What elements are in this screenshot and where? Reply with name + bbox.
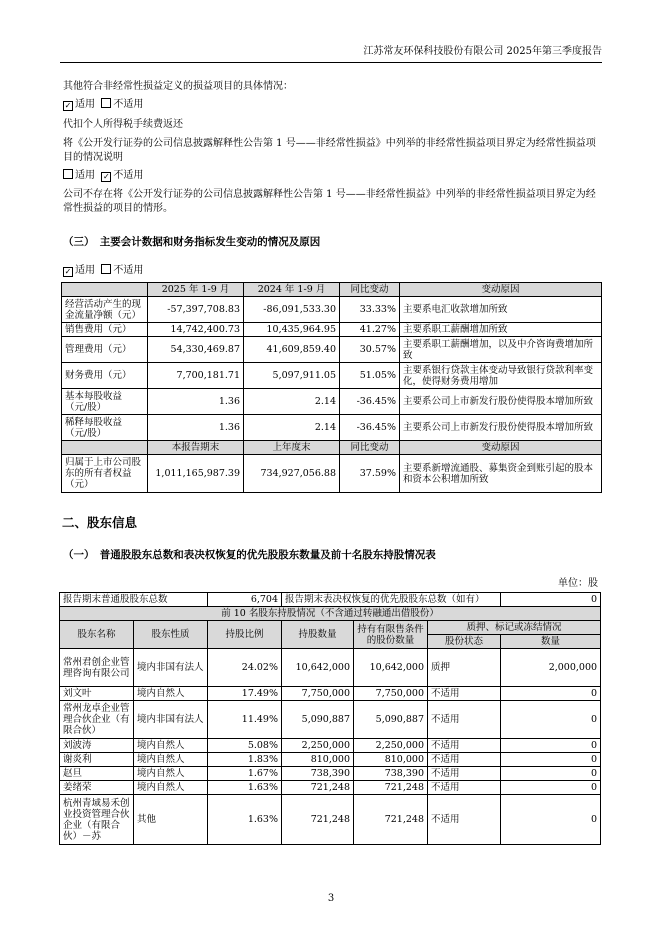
- value-cell: 734,927,056.88: [244, 455, 340, 493]
- table-row: [60, 687, 601, 701]
- holder-nature: 境内自然人: [134, 687, 208, 701]
- table-row: [62, 337, 602, 363]
- holder-qty: 738,390: [282, 767, 354, 781]
- holder-nature: 境内非国有法人: [134, 701, 208, 739]
- holder-name: 杭州青域易禾创业投资管理合伙企业（有限合伙）－苏: [60, 795, 134, 845]
- table-header-row: [60, 621, 601, 635]
- other-items-intro: 其他符合非经常性损益定义的损益项目的具体情况：: [63, 81, 293, 92]
- holder-restricted: 738,390: [354, 767, 428, 781]
- header-cell: 变动原因: [400, 283, 602, 297]
- holder-pledge-num: 0: [501, 701, 601, 739]
- holder-ratio: 1.83%: [208, 753, 282, 767]
- header-cell: 持股数量: [282, 621, 354, 649]
- holder-nature: 境内自然人: [134, 753, 208, 767]
- checked-box-icon: ✓: [64, 101, 72, 110]
- reason-cell: 主要系职工薪酬增加，以及中介咨询费增加所致: [400, 337, 602, 363]
- table-row: [60, 795, 601, 845]
- unchecked-box-icon: [101, 264, 111, 274]
- shareholders-sub-heading: （一） 普通股股东总数和表决权恢复的优先股股东数量及前十名股东持股情况表: [63, 549, 436, 561]
- value-cell: 5,097,911.05: [244, 363, 340, 389]
- holder-ratio: 24.02%: [208, 649, 282, 687]
- holder-qty: 10,642,000: [282, 649, 354, 687]
- item-cell: 经营活动产生的现金流量净额（元）: [62, 297, 148, 323]
- item-cell: 管理费用（元）: [62, 337, 148, 363]
- reason-cell: 主要系公司上市新发行股份使得股本增加所致: [400, 389, 602, 415]
- header-cell: 本报告期末: [148, 441, 244, 455]
- reason-cell: 主要系公司上市新发行股份使得股本增加所致: [400, 415, 602, 441]
- value-cell: 2.14: [244, 415, 340, 441]
- table-row: [62, 297, 602, 323]
- table-row: [60, 739, 601, 753]
- applicability-check-1: [63, 98, 603, 112]
- unit-label: 单位：股: [558, 578, 598, 589]
- reclassification-note: 将《公开发行证券的公司信息披露解释性公告第 1 号——非经常性损益》中列举的非经常性损益项目界定为经常性损益项目的情况说明: [63, 138, 596, 163]
- header-cell: 同比变动: [340, 283, 400, 297]
- holder-status: 不适用: [428, 753, 501, 767]
- shareholders-table: [59, 592, 601, 845]
- change-cell: -36.45%: [340, 415, 400, 441]
- applicable-label: 适用: [75, 170, 95, 181]
- unchecked-box-icon: [101, 98, 111, 108]
- item-cell: 销售费用（元）: [62, 323, 148, 337]
- change-cell: 41.27%: [340, 323, 400, 337]
- value-cell: 14,742,400.73: [148, 323, 244, 337]
- header-cell: 2024 年 1-9 月: [244, 283, 340, 297]
- holder-pledge-num: 0: [501, 781, 601, 795]
- not-applicable-label: 不适用: [113, 265, 144, 276]
- table-row: [62, 415, 602, 441]
- holder-ratio: 1.67%: [208, 767, 282, 781]
- page-number: 3: [327, 893, 335, 904]
- not-applicable-label: 不适用: [113, 99, 144, 110]
- table-row: [60, 767, 601, 781]
- applicable-label: 适用: [75, 265, 95, 276]
- change-cell: 33.33%: [340, 297, 400, 323]
- change-cell: 51.05%: [340, 363, 400, 389]
- header-cell: 变动原因: [400, 441, 602, 455]
- holder-qty: 721,248: [282, 781, 354, 795]
- section-shareholders-title: 二、股东信息: [62, 515, 138, 530]
- other-item-text: 代扣个人所得税手续费返还: [63, 119, 183, 130]
- holder-nature: 境内自然人: [134, 767, 208, 781]
- checked-box-icon: ✓: [64, 267, 72, 276]
- holder-qty: 5,090,887: [282, 701, 354, 739]
- reason-cell: 主要系职工薪酬增加所致: [400, 323, 602, 337]
- table-header-row: [62, 441, 602, 455]
- holder-pledge-num: 0: [501, 739, 601, 753]
- not-applicable-label: 不适用: [113, 170, 144, 181]
- holder-status: 不适用: [428, 739, 501, 753]
- holder-nature: 其他: [134, 795, 208, 845]
- reclassification-conclusion: 公司不存在将《公开发行证券的公司信息披露解释性公告第 1 号——非经常性损益》中列举的非经常性损益项目界定为经常性损益的项目的情形。: [63, 189, 596, 214]
- header-cell: 持有有限售条件的股份数量: [354, 621, 428, 649]
- page-header: [60, 44, 602, 63]
- holder-ratio: 1.63%: [208, 781, 282, 795]
- unchecked-box-icon: [63, 169, 73, 179]
- table-header-row: [62, 283, 602, 297]
- value-cell: 7,700,181.71: [148, 363, 244, 389]
- holder-nature: 境内自然人: [134, 739, 208, 753]
- checked-box-icon: ✓: [103, 172, 110, 181]
- holder-status: 质押: [428, 649, 501, 687]
- holder-name: 常州君创企业管理咨询有限公司: [60, 649, 134, 687]
- holder-name: 常州龙卓企业管理合伙企业（有限合伙）: [60, 701, 134, 739]
- table-row: [62, 455, 602, 493]
- holder-ratio: 1.63%: [208, 795, 282, 845]
- value-cell: -57,397,708.83: [148, 297, 244, 323]
- table-row: [62, 323, 602, 337]
- holder-pledge-num: 0: [501, 753, 601, 767]
- applicability-check-3: [63, 264, 603, 278]
- header-cell: 股东性质: [134, 621, 208, 649]
- holder-restricted: 5,090,887: [354, 701, 428, 739]
- holder-ratio: 11.49%: [208, 701, 282, 739]
- header-cell: 数量: [501, 635, 601, 649]
- header-cell: [62, 441, 148, 455]
- holder-status: 不适用: [428, 795, 501, 845]
- totals-row: [60, 593, 601, 607]
- holder-name: 刘文叶: [60, 687, 134, 701]
- table-row: [60, 753, 601, 767]
- holder-restricted: 2,250,000: [354, 739, 428, 753]
- holder-status: 不适用: [428, 767, 501, 781]
- change-cell: 30.57%: [340, 337, 400, 363]
- financial-changes-table: [61, 282, 602, 493]
- holder-qty: 2,250,000: [282, 739, 354, 753]
- holder-status: 不适用: [428, 701, 501, 739]
- holder-name: 赵旦: [60, 767, 134, 781]
- pref-label: 报告期末表决权恢复的优先股股东总数（如有）: [282, 593, 501, 607]
- holder-ratio: 17.49%: [208, 687, 282, 701]
- header-cell: 持股比例: [208, 621, 282, 649]
- holder-status: 不适用: [428, 781, 501, 795]
- reason-cell: 主要系银行贷款主体变动导致银行贷款利率变化，使得财务费用增加: [400, 363, 602, 389]
- holder-name: 谢炎利: [60, 753, 134, 767]
- report-title: 江苏常友环保科技股份有限公司 2025年第三季度报告: [363, 46, 602, 57]
- applicable-label: 适用: [75, 99, 95, 110]
- reason-cell: 主要系新增流通股、募集资金到账引起的股本和资本公积增加所致: [400, 455, 602, 493]
- header-cell: 股份状态: [428, 635, 501, 649]
- table-row: [62, 389, 602, 415]
- holder-restricted: 7,750,000: [354, 687, 428, 701]
- holder-status: 不适用: [428, 687, 501, 701]
- value-cell: 1.36: [148, 415, 244, 441]
- holder-ratio: 5.08%: [208, 739, 282, 753]
- change-cell: -36.45%: [340, 389, 400, 415]
- total-value: 6,704: [208, 593, 282, 607]
- holder-qty: 7,750,000: [282, 687, 354, 701]
- value-cell: 41,609,859.40: [244, 337, 340, 363]
- value-cell: 1,011,165,987.39: [148, 455, 244, 493]
- change-cell: 37.59%: [340, 455, 400, 493]
- item-cell: 财务费用（元）: [62, 363, 148, 389]
- item-cell: 基本每股收益（元/股）: [62, 389, 148, 415]
- item-cell: 归属于上市公司股东的所有者权益（元）: [62, 455, 148, 493]
- total-label: 报告期末普通股股东总数: [60, 593, 208, 607]
- header-cell: [62, 283, 148, 297]
- holder-qty: 721,248: [282, 795, 354, 845]
- section-3-heading: （三） 主要会计数据和财务指标发生变动的情况及原因: [63, 236, 321, 248]
- table-row: [60, 649, 601, 687]
- header-cell: 2025 年 1-9 月: [148, 283, 244, 297]
- table-row: [60, 781, 601, 795]
- holder-restricted: 10,642,000: [354, 649, 428, 687]
- value-cell: -86,091,533.30: [244, 297, 340, 323]
- value-cell: 10,435,964.95: [244, 323, 340, 337]
- holder-pledge-num: 0: [501, 795, 601, 845]
- holder-pledge-num: 2,000,000: [501, 649, 601, 687]
- table-row: [60, 701, 601, 739]
- top10-caption-row: [60, 607, 601, 621]
- holder-qty: 810,000: [282, 753, 354, 767]
- header-cell: 上年度末: [244, 441, 340, 455]
- holder-restricted: 810,000: [354, 753, 428, 767]
- holder-name: 刘波涛: [60, 739, 134, 753]
- item-cell: 稀释每股收益（元/股）: [62, 415, 148, 441]
- holder-restricted: 721,248: [354, 795, 428, 845]
- holder-pledge-num: 0: [501, 687, 601, 701]
- pref-value: 0: [501, 593, 601, 607]
- reason-cell: 主要系电汇收款增加所致: [400, 297, 602, 323]
- table-row: [62, 363, 602, 389]
- top10-caption: 前 10 名股东持股情况（不含通过转融通出借股份）: [60, 607, 601, 621]
- holder-nature: 境内自然人: [134, 781, 208, 795]
- holder-name: 姜绪荣: [60, 781, 134, 795]
- applicability-check-2: [63, 169, 603, 183]
- value-cell: 54,330,469.87: [148, 337, 244, 363]
- header-cell: 质押、标记或冻结情况: [428, 621, 601, 635]
- holder-pledge-num: 0: [501, 767, 601, 781]
- header-cell: 同比变动: [340, 441, 400, 455]
- header-cell: 股东名称: [60, 621, 134, 649]
- holder-nature: 境内非国有法人: [134, 649, 208, 687]
- holder-restricted: 721,248: [354, 781, 428, 795]
- value-cell: 2.14: [244, 389, 340, 415]
- value-cell: 1.36: [148, 389, 244, 415]
